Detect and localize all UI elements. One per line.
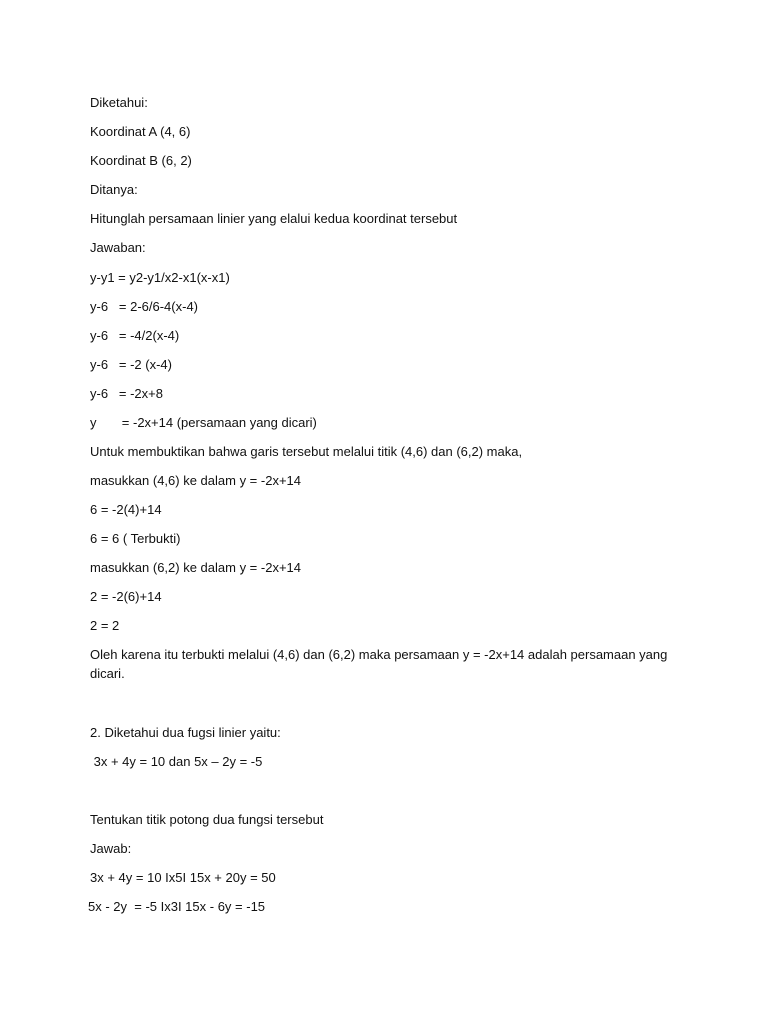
text-line: 6 = 6 ( Terbukti) bbox=[90, 531, 181, 546]
text-line: 2 = 2 bbox=[90, 618, 120, 633]
text-line: 2. Diketahui dua fugsi linier yaitu: bbox=[90, 725, 281, 740]
text-line: y = -2x+14 (persamaan yang dicari) bbox=[90, 415, 317, 430]
text-line: y-y1 = y2-y1/x2-x1(x-x1) bbox=[90, 270, 230, 285]
text-line: Diketahui: bbox=[90, 95, 148, 110]
text-line: 3x + 4y = 10 dan 5x – 2y = -5 bbox=[90, 754, 263, 769]
text-line: Untuk membuktikan bahwa garis tersebut melalui titik (4,6) dan (6,2) maka, bbox=[90, 444, 523, 459]
text-paragraph: Oleh karena itu terbukti melalui (4,6) dan (6,2) maka persamaan y = -2x+14 adalah persamaan yang dicari. bbox=[90, 647, 668, 681]
text-line: 5x - 2y = -5 Ix3I 15x - 6y = -15 bbox=[88, 899, 266, 914]
text-line: Jawaban: bbox=[90, 240, 146, 255]
text-line: Koordinat A (4, 6) bbox=[90, 124, 191, 139]
text-line: Tentukan titik potong dua fungsi tersebut bbox=[90, 812, 324, 827]
text-line: 6 = -2(4)+14 bbox=[90, 502, 162, 517]
text-line: Jawab: bbox=[90, 841, 132, 856]
text-line: y-6 = 2-6/6-4(x-4) bbox=[90, 299, 199, 314]
text-line: y-6 = -4/2(x-4) bbox=[90, 328, 180, 343]
text-line: masukkan (4,6) ke dalam y = -2x+14 bbox=[90, 473, 301, 488]
text-line: y-6 = -2 (x-4) bbox=[90, 357, 172, 372]
text-line: Hitunglah persamaan linier yang elalui kedua koordinat tersebut bbox=[90, 211, 458, 226]
text-line: masukkan (6,2) ke dalam y = -2x+14 bbox=[90, 560, 301, 575]
text-line: 2 = -2(6)+14 bbox=[90, 589, 162, 604]
text-line: 3x + 4y = 10 Ix5I 15x + 20y = 50 bbox=[90, 870, 276, 885]
text-line: Koordinat B (6, 2) bbox=[90, 153, 192, 168]
text-line: Ditanya: bbox=[90, 182, 138, 197]
text-line: y-6 = -2x+8 bbox=[90, 386, 163, 401]
